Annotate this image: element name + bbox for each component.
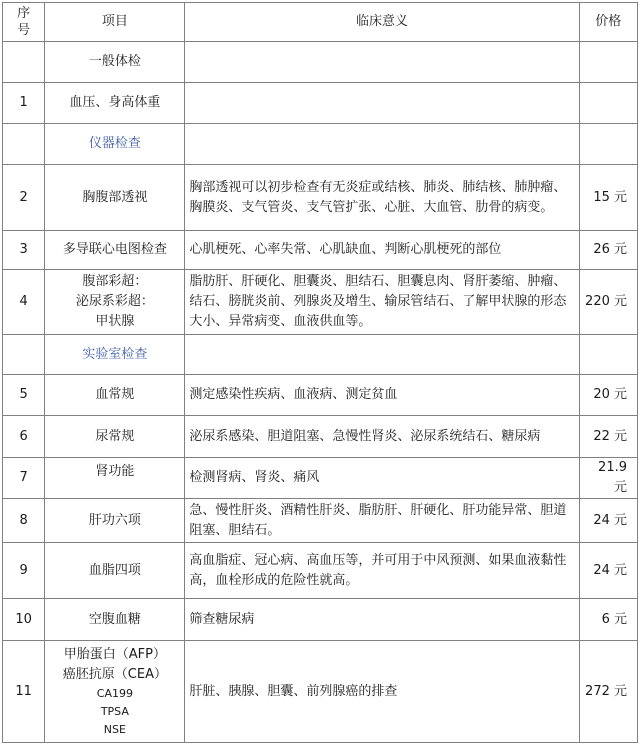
table-row — [3, 231, 638, 270]
section-row-instrument — [3, 124, 638, 165]
row-price: 26 元 — [579, 231, 637, 270]
row-no: 8 — [3, 499, 45, 543]
row-item: 血压、身高体重 — [45, 83, 185, 124]
row-no: 1 — [3, 83, 45, 124]
table-row — [3, 458, 638, 499]
table-row — [3, 641, 638, 743]
row-item: 肾功能 — [45, 458, 185, 499]
table-row — [3, 499, 638, 543]
row-price — [579, 83, 637, 124]
row-no: 9 — [3, 543, 45, 599]
item-line-ca199: CA199 — [96, 686, 133, 700]
table-row — [3, 599, 638, 641]
section-instrument: 仪器检查 — [45, 124, 185, 165]
row-item: 腹部彩超： 泌尿系彩超： 甲状腺 — [45, 270, 185, 335]
row-meaning: 肝脏、胰腺、胆囊、前列腺癌的排查 — [185, 641, 579, 743]
row-meaning: 心肌梗死、心率失常、心肌缺血、判断心肌梗死的部位 — [185, 231, 579, 270]
section-lab: 实验室检查 — [45, 335, 185, 375]
row-price: 20 元 — [579, 375, 637, 416]
row-meaning: 高血脂症、冠心病、高血压等，并可用于中风预测、如果血液黏性高，血栓形成的危险性就高。 — [185, 543, 579, 599]
section-row-general — [3, 42, 638, 83]
row-meaning: 胸部透视可以初步检查有无炎症或结核、肺炎、肺结核、肺肿瘤、胸膜炎、支气管炎、支气管扩张、心脏、大血管、肋骨的病变。 — [185, 165, 579, 231]
header-item: 项目 — [45, 3, 185, 42]
row-no: 10 — [3, 599, 45, 641]
row-meaning: 筛查糖尿病 — [185, 599, 579, 641]
table-row — [3, 416, 638, 458]
row-no: 4 — [3, 270, 45, 335]
row-item: 血常规 — [45, 375, 185, 416]
row-meaning: 急、慢性肝炎、酒精性肝炎、脂肪肝、肝硬化、肝功能异常、胆道阻塞、胆结石。 — [185, 499, 579, 543]
row-price: 272 元 — [579, 641, 637, 743]
row-no: 11 — [3, 641, 45, 743]
row-item: 胸腹部透视 — [45, 165, 185, 231]
row-price: 6 元 — [579, 599, 637, 641]
section-general: 一般体检 — [45, 42, 185, 83]
table-row — [3, 375, 638, 416]
row-price: 24 元 — [579, 499, 637, 543]
row-item: 血脂四项 — [45, 543, 185, 599]
row-no: 7 — [3, 458, 45, 499]
row-item: 多导联心电图检查 — [45, 231, 185, 270]
row-price: 15 元 — [579, 165, 637, 231]
row-price: 21.9 元 — [579, 458, 637, 499]
row-meaning: 脂肪肝、肝硬化、胆囊炎、胆结石、胆囊息肉、肾肝萎缩、肿瘤、结石、膀胱炎前、列腺炎及增生、输尿管结石、了解甲状腺的形态大小、异常病变、血液供血等。 — [185, 270, 579, 335]
header-price: 价格 — [579, 3, 637, 42]
row-price: 24 元 — [579, 543, 637, 599]
table-row — [3, 165, 638, 231]
row-meaning: 测定感染性疾病、血液病、测定贫血 — [185, 375, 579, 416]
row-meaning — [185, 83, 579, 124]
table-row — [3, 83, 638, 124]
item-line-afp: 甲胎蛋白（AFP） — [63, 646, 166, 662]
row-item: 肝功六项 — [45, 499, 185, 543]
row-price: 220 元 — [579, 270, 637, 335]
header-no: 序 号 — [3, 3, 45, 42]
item-line-cea: 癌胚抗原（CEA） — [62, 666, 167, 682]
row-meaning: 检测肾病、肾炎、痛风 — [185, 458, 579, 499]
table-row — [3, 270, 638, 335]
row-item: 空腹血糖 — [45, 599, 185, 641]
exam-table — [2, 2, 638, 743]
row-item: 尿常规 — [45, 416, 185, 458]
row-no: 6 — [3, 416, 45, 458]
row-no: 3 — [3, 231, 45, 270]
header-row — [3, 3, 638, 42]
row-no: 5 — [3, 375, 45, 416]
row-price: 22 元 — [579, 416, 637, 458]
section-row-lab — [3, 335, 638, 375]
item-line-nse: NSE — [103, 722, 126, 736]
table-row — [3, 543, 638, 599]
row-item — [45, 641, 185, 743]
row-meaning: 泌尿系感染、胆道阻塞、急慢性肾炎、泌尿系统结石、糖尿病 — [185, 416, 579, 458]
row-no: 2 — [3, 165, 45, 231]
item-line-tpsa: TPSA — [100, 704, 129, 718]
header-meaning: 临床意义 — [185, 3, 579, 42]
